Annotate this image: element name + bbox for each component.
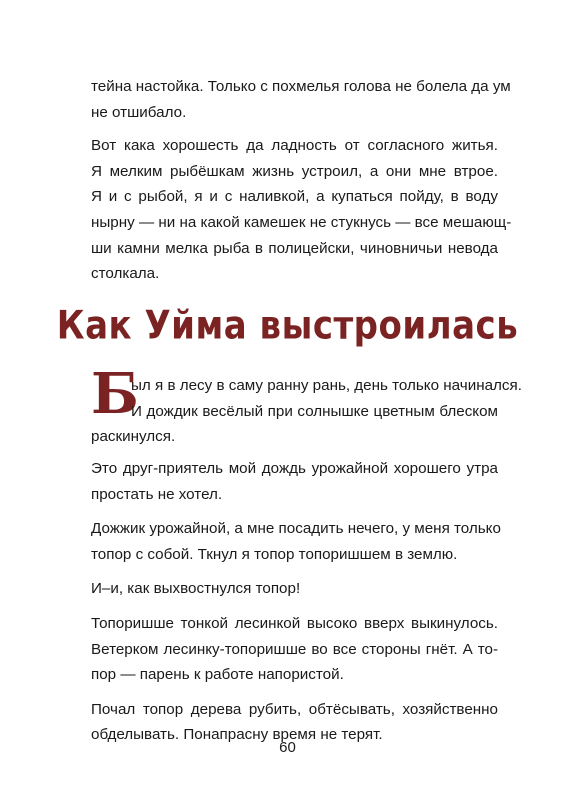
text-line: Я и с рыбой, я и с наливкой, а купаться пойду, в воду — [91, 188, 498, 206]
text-line: ши камни мелка рыба в полицейски, чиновничьи невода — [91, 239, 498, 257]
paragraph — [91, 611, 498, 688]
text-line: Это друг-приятель мой дождь урожайной хорошего утра — [91, 460, 498, 477]
text-line: раскинулся. — [91, 428, 176, 446]
text-line: Я мелким рыбёшкам жизнь устроил, а они мне втрое. — [91, 162, 498, 180]
text-line: И дождик весёлый при солнышке цветным блеском — [131, 402, 498, 420]
text-line: топор с собой. Ткнул я топор топоришшем в землю. — [91, 545, 458, 563]
paragraph — [91, 576, 498, 602]
page-number: 60 — [279, 739, 296, 756]
chapter-title: Как Уйма выстроилась — [56, 303, 519, 349]
text-line: нырну — ни на какой камешек не стукнусь — все мешающ- — [91, 213, 512, 231]
chapter-first-paragraph — [91, 373, 522, 450]
text-line: Вот кака хорошесть да ладность от согласного житья. — [91, 137, 498, 155]
paragraph — [91, 456, 498, 507]
text-line: И–и, как выхвостнулся топор! — [91, 580, 301, 598]
chapter-body — [91, 456, 501, 748]
text-line: простать не хотел. — [91, 485, 223, 503]
text-line: столкала. — [91, 265, 160, 283]
paragraph — [91, 516, 501, 567]
text-line: Ветерком лесинку-топоришше во все стороны гнёт. А то- — [91, 640, 498, 658]
text-line: Почал топор дерева рубить, обтёсывать, хозяйственно — [91, 700, 498, 718]
text-line: тейна настойка. Только с похмелья голова не болела да ум — [91, 78, 511, 95]
text-line: не отшибало. — [91, 103, 187, 121]
text-line: обделывать. Понапрасну время не терят. — [91, 726, 383, 744]
text-line: Дожжик урожайной, а мне посадить нечего, у меня только — [91, 520, 501, 538]
text-line: ыл я в лесу в саму ранну рань, день только начинался. — [131, 377, 522, 394]
paragraph — [91, 74, 511, 125]
drop-cap: Б — [91, 361, 139, 427]
text-line: пор — парень к работе напористой. — [91, 666, 344, 684]
paragraph — [91, 133, 512, 287]
top-text-block — [91, 74, 512, 287]
text-line: Топоришше тонкой лесинкой высоко вверх выкинулось. — [91, 614, 498, 632]
